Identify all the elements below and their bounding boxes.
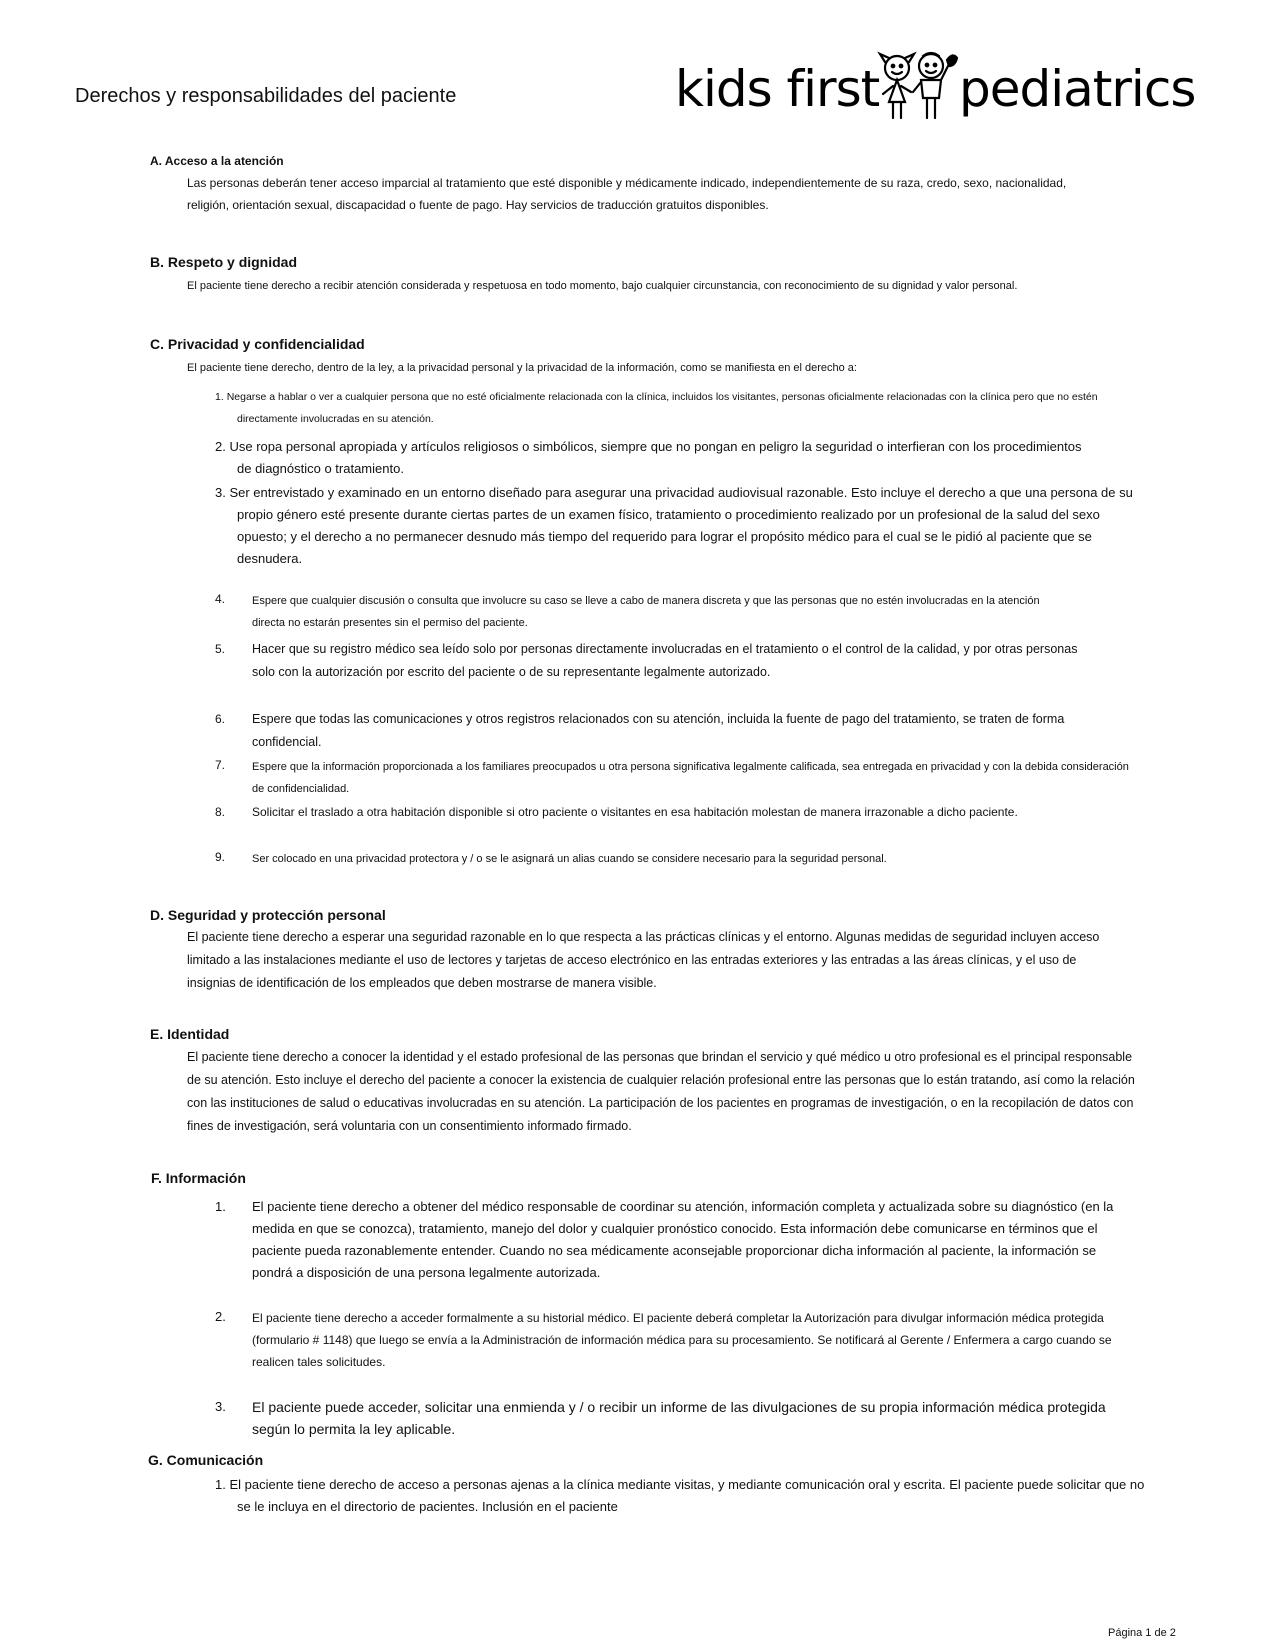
section-c-item-7-text: Espere que la información proporcionada a los familiares preocupados u otra persona significativa legalmente calificada, sea entregada en privacidad y con la debida consideración de confidencialidad.: [252, 761, 1129, 795]
section-f-item-1-text: El paciente tiene derecho a obtener del médico responsable de coordinar su atención, información completa y actualizada sobre su diagnóstico (en la medida en que se conozca), tratamiento, manejo del dolor y cualquier pronóstico conocido. Esta información debe comunicarse en términos que el paciente pueda razonablemente entender. Cuando no sea médicamente aconsejable proporcionar dicha información al paciente, la información se pondrá a disposición de una persona legalmente autorizada.: [252, 1199, 1114, 1280]
item-text: Use ropa personal apropiada y artículos religiosos o simbólicos, siempre que no pongan en peligro la seguridad o interfieran con los procedimientos de diagnóstico o tratamiento.: [229, 439, 1082, 476]
section-f-title: F. Información: [151, 1170, 246, 1186]
logo-text-right: pediatrics: [959, 60, 1196, 118]
item-text: Ser entrevistado y examinado en un entorno diseñado para asegurar una privacidad audiovisual razonable. Esto incluye el derecho a que una persona de su propio género esté presente durante ciertas partes de un examen físico, tratamiento o procedimiento realizado por un profesional de la salud del sexo opuesto; y el derecho a no permanecer desnudo más tiempo del requerido para lograr el propósito médico para el cual se le pidió al paciente que se desnudera.: [229, 485, 1133, 566]
section-f-item-2-number: 2.: [215, 1309, 226, 1324]
section-c-title: C. Privacidad y confidencialidad: [150, 336, 365, 352]
section-c-item-2: [215, 436, 1087, 480]
kids-first-pediatrics-logo: [675, 44, 1195, 124]
section-f-item-3-text: El paciente puede acceder, solicitar una enmienda y / o recibir un informe de las divulgaciones de su propia información médica protegida según lo permita la ley aplicable.: [252, 1399, 1106, 1437]
section-d-title: D. Seguridad y protección personal: [150, 907, 386, 923]
section-c-item-5-number: 5.: [215, 642, 226, 656]
section-g-title: G. Comunicación: [148, 1452, 264, 1468]
logo-text-left: kids first: [675, 60, 880, 118]
item-number: 1.: [215, 1477, 226, 1492]
section-c-item-6-number: 6.: [215, 712, 226, 726]
section-g-item-1: [215, 1474, 1147, 1518]
section-c-item-3: [215, 482, 1137, 570]
section-b-body: El paciente tiene derecho a recibir atención considerada y respetuosa en todo momento, bajo cualquier circunstancia, con reconocimiento de su dignidad y valor personal.: [187, 280, 1018, 292]
section-c-item-9-text: Ser colocado en una privacidad protectora y / o se le asignará un alias cuando se considere necesario para la seguridad personal.: [252, 853, 887, 865]
section-c-item-4-text: Espere que cualquier discusión o consulta que involucre su caso se lleve a cabo de manera discreta y que las personas que no estén involucradas en la atención directa no estarán presentes sin el permiso del paciente.: [252, 595, 1040, 629]
section-c-item-5-text: Hacer que su registro médico sea leído solo por personas directamente involucradas en el tratamiento o el control de la calidad, y por otras personas solo con la autorización por escrito del paciente o de su representante legalmente autorizado.: [252, 642, 1078, 679]
section-c-item-7-number: 7.: [215, 758, 226, 772]
section-c-item-4-number: 4.: [215, 592, 226, 606]
item-text: El paciente tiene derecho de acceso a personas ajenas a la clínica mediante visitas, y mediante comunicación oral y escrita. El paciente puede solicitar que no se le incluya en el directorio de pacientes. Inclusión en el paciente: [229, 1477, 1145, 1514]
section-c-item-6-text: Espere que todas las comunicaciones y otros registros relacionados con su atención, incluida la fuente de pago del tratamiento, se traten de forma confidencial.: [252, 712, 1065, 749]
page-number: Página 1 de 2: [1108, 1627, 1176, 1639]
section-f-item-3-number: 3.: [215, 1399, 226, 1414]
section-c-item-9-number: 9.: [215, 850, 226, 864]
section-b-title: B. Respeto y dignidad: [150, 254, 298, 270]
item-number: 1.: [215, 391, 224, 403]
section-e-body: El paciente tiene derecho a conocer la identidad y el estado profesional de las personas que brindan el servicio y qué médico u otro profesional es el principal responsable de su atención. Esto incluye el derecho del paciente a conocer la existencia de cualquier relación profesional entre las personas que lo están tratando, así como la relación con las instituciones de salud o educativas involucradas en su atención. La participación de los pacientes en programas de investigación, o en la recopilación de datos con fines de investigación, será voluntaria con un consentimiento informado firmado.: [187, 1050, 1135, 1133]
section-f-item-1-number: 1.: [215, 1199, 226, 1214]
section-c-intro: El paciente tiene derecho, dentro de la ley, a la privacidad personal y la privacidad de la información, como se manifiesta en el derecho a:: [187, 362, 857, 374]
section-c-item-1: [215, 386, 1142, 430]
item-number: 2.: [215, 439, 226, 454]
kids-figures-icon: [875, 46, 959, 122]
document-title: Derechos y responsabilidades del paciente: [75, 85, 457, 107]
section-f-item-2-text: El paciente tiene derecho a acceder formalmente a su historial médico. El paciente deberá completar la Autorización para divulgar información médica protegida (formulario # 1148) que luego se envía a la Administración de información médica para su procesamiento. Se notificará al Gerente / Enfermera a cargo cuando se realicen tales solicitudes.: [252, 1311, 1112, 1369]
section-d-body: El paciente tiene derecho a esperar una seguridad razonable en lo que respecta a las prácticas clínicas y el entorno. Algunas medidas de seguridad incluyen acceso limitado a las instalaciones mediante el uso de lectores y tarjetas de acceso electrónico en las entradas exteriores y las entradas a las áreas clínicas, y el uso de insignias de identificación de los empleados que deben mostrarse de manera visible.: [187, 930, 1100, 990]
section-e-title: E. Identidad: [150, 1026, 230, 1042]
section-c-item-8-text: Solicitar el traslado a otra habitación disponible si otro paciente o visitantes en esa habitación molestan de manera irrazonable a dicho paciente.: [252, 805, 1018, 819]
item-number: 3.: [215, 485, 226, 500]
item-text: Negarse a hablar o ver a cualquier persona que no esté oficialmente relacionada con la clínica, incluidos los visitantes, personas oficialmente relacionadas con la clínica pero que no estén directamente involucradas en su atención.: [226, 391, 1098, 425]
section-c-item-8-number: 8.: [215, 805, 226, 819]
section-a-title: A. Acceso a la atención: [150, 154, 284, 168]
section-a-body: Las personas deberán tener acceso imparcial al tratamiento que esté disponible y médicamente indicado, independientemente de su raza, credo, sexo, nacionalidad, religión, orientación sexual, discapacidad o fuente de pago. Hay servicios de traducción gratuitos disponibles.: [187, 176, 1067, 212]
